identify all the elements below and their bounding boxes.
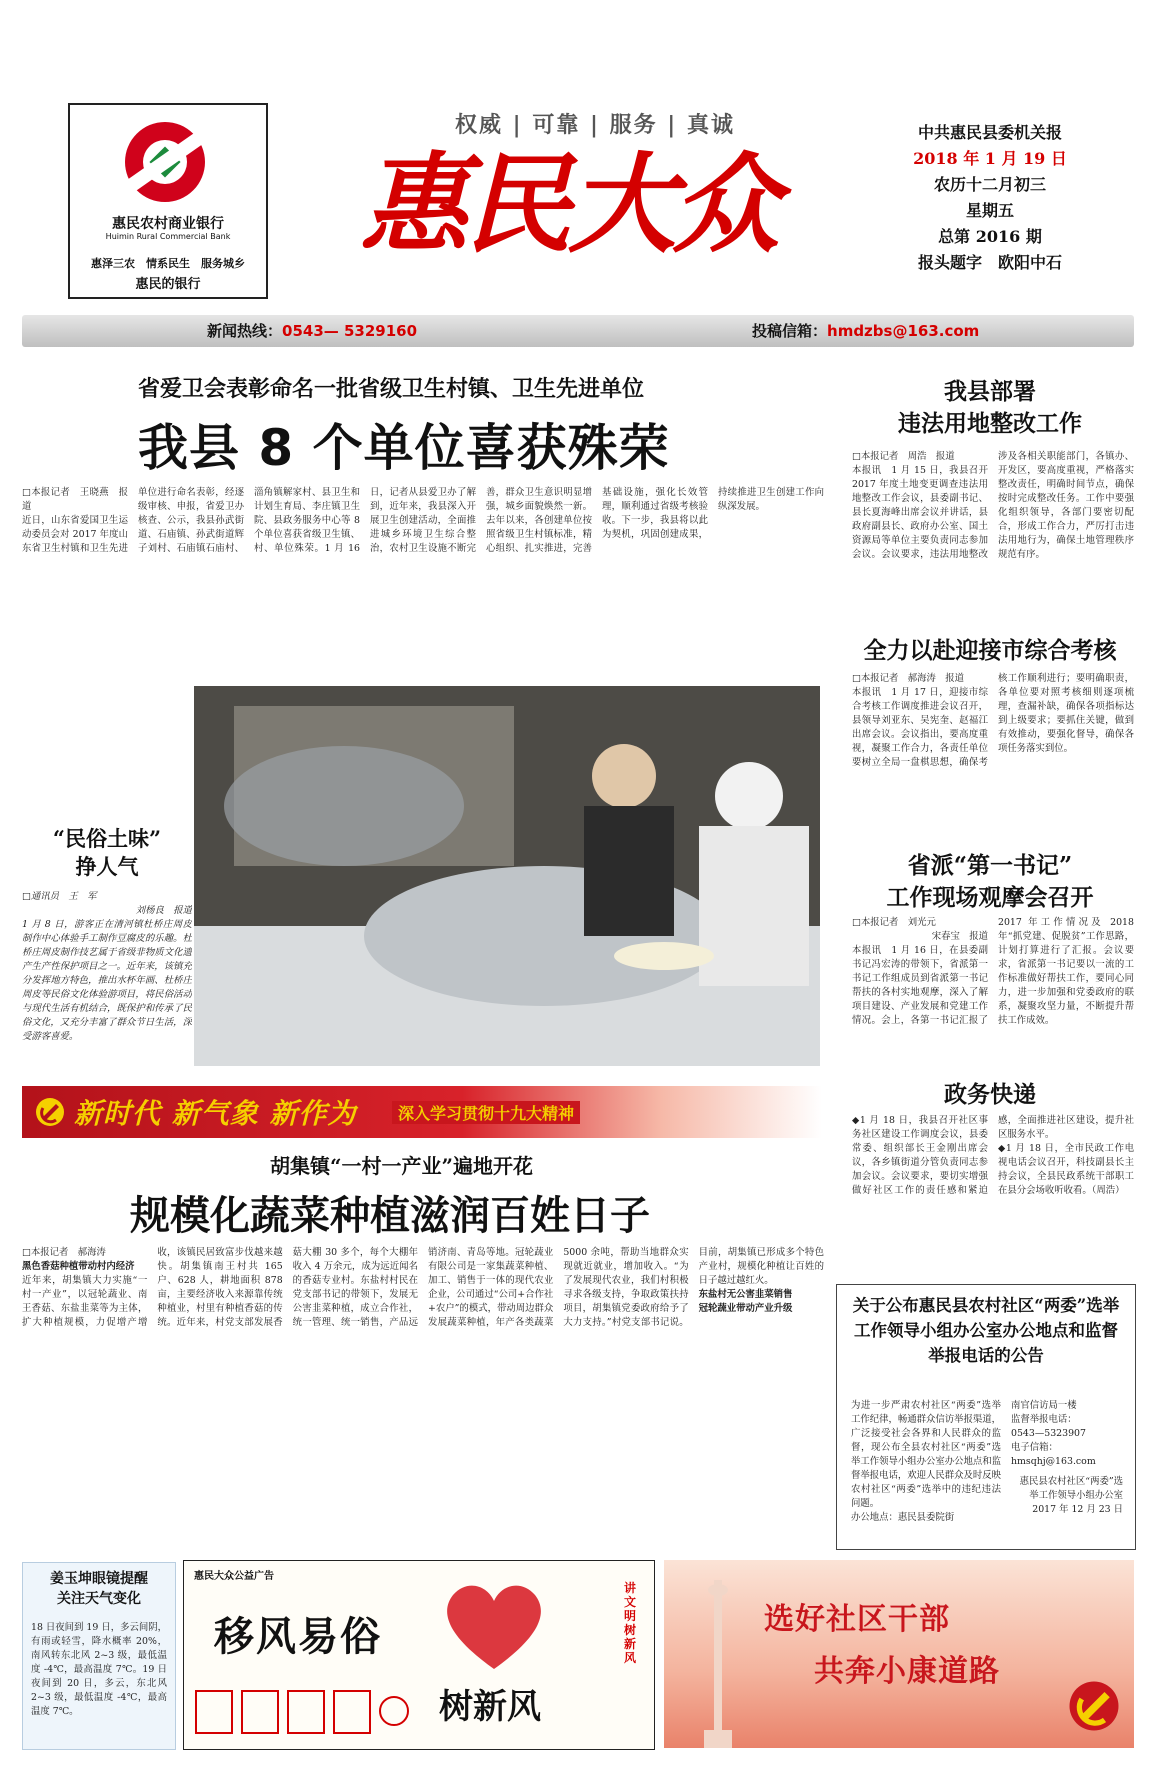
masthead-title: 惠民大众 <box>360 142 777 268</box>
photo-byline-2: 刘杨良 报道 <box>135 905 192 916</box>
theme-banner <box>22 1086 822 1138</box>
secretary-article <box>852 916 1134 1056</box>
psa-header: 惠民大众公益广告 <box>194 1571 274 1582</box>
bank-slogan-2: 惠民的银行 <box>135 277 201 292</box>
lead-body: 近日，山东省爱国卫生运动委员会对 2017 年度山东省卫生村镇和卫生先进单位进行命名表彰，经逐级审核、申报，省爱卫办核查、公示，我县孙武街道、石庙镇、孙武街道辉子刘村、石庙镇石庙村、淄角镇解家村、县卫生和计划生育局、李庄镇卫生院、县政务服务中心等 8 个单位喜获省级卫生镇、村、单位殊荣。1 月 16 日，记者从县爱卫办了解到，近年来，我县深入开展卫生创建活动，全面推进城乡环境卫生综合整治，农村卫生设施不断完善，群众卫生意识明显增强，城乡面貌焕然一新。去年以来，各创建单位按照省级卫生村镇标准，精心组织、扎实推进，完善基础设施，强化长效管理，顺利通过省级考核验收。下一步，我县将以此为契机，巩固创建成果，持续推进卫生创建工作向纵深发展。 <box>22 487 824 554</box>
psa-subtitle: 树新风 <box>439 1687 541 1727</box>
city-check-body: 本报讯 1 月 17 日，迎接市综合考核工作调度推进会议召开，县领导刘亚东、吴宪奎、赵福江出席会议。会议指出，要高度重视，凝聚工作合力，各责任单位要树立全局一盘棋思想，确保考核工作顺利进行；要明确职责，各单位要对照考核细则逐项梳理，查漏补缺，确保各项指标达到上级要求；要抓住关键，做到有效推动，要强化督导，确保各项任务落实到位。 <box>852 673 1134 768</box>
notice-date: 2017 年 12 月 23 日 <box>1032 1504 1123 1515</box>
notice-email[interactable]: hmsqhj@163.com <box>1011 1456 1096 1467</box>
org-name: 中共惠民县委机关报 <box>917 123 1062 142</box>
secretary-body: 本报讯 1 月 16 日，在县委副书记冯宏涛的带领下，省派第一书记工作组成员到省派第一书记帮扶的各村实地观摩，深入了解项目建设、产业发展和党建工作情况。会上，各第一书记汇报了 2017 年工作情况及 2018 年“抓党建、促脱贫”工作思路，计划打算进行了汇报。会议要求，省派第一书记要以一流的工作标准做好帮扶工作，要同心同力，进一步加强和党委政府的联系，凝聚攻坚力量，不断提升帮扶工作成效。 <box>852 917 1134 1026</box>
weather-box <box>22 1562 176 1750</box>
veg-subhead: 黑色香菇种植带动村内经济 <box>22 1261 135 1272</box>
weekday: 星期五 <box>965 201 1014 220</box>
photo-story-title <box>22 825 192 881</box>
monument-icon <box>688 1580 748 1748</box>
banner-subtitle: 深入学习贯彻十九大精神 <box>392 1101 580 1124</box>
inscription: 报头题字 欧阳中石 <box>917 253 1062 272</box>
notice-office: 办公地点：惠民县委院街 <box>851 1512 955 1523</box>
lead-byline: □本报记者 王晓燕 报道 <box>22 487 128 512</box>
photo-story-text <box>22 890 192 1080</box>
lunar-date: 农历十二月初三 <box>933 175 1046 194</box>
notice-body: 为进一步严肃农村社区“两委”选举工作纪律，畅通群众信访举报渠道，广泛接受社会各界和人民群众的监督，现公布全县农村社区“两委”选举工作领导小组办公室办公地点和监督举报电话，欢迎人民群众及时反映农村社区“两委”选举中的违纪违法问题。 <box>851 1400 1001 1509</box>
weather-title-2: 关注天气变化 <box>57 1591 141 1607</box>
notice-body-right <box>1011 1399 1123 1545</box>
masthead-slogan: 权威 | 可靠 | 服务 | 真诚 <box>455 112 735 138</box>
secretary-headline <box>840 850 1140 914</box>
notice-phone-label: 监督举报电话： <box>1011 1414 1077 1425</box>
lead-headline: 我县 8 个单位喜获殊荣 <box>138 419 670 477</box>
notice-signer: 惠民县农村社区“两委”选举工作领导小组办公室 <box>1019 1476 1123 1501</box>
veg-headline: 规模化蔬菜种植滋润百姓日子 <box>130 1193 650 1239</box>
paper-cut-icon <box>194 1681 414 1741</box>
land-headline-1: 我县部署 <box>944 378 1036 405</box>
weather-title-1: 姜玉坤眼镜提醒 <box>50 1571 148 1587</box>
veg-kicker: 胡集镇“一村一产业”遍地开花 <box>270 1154 534 1178</box>
notice-email-label: 电子信箱： <box>1011 1442 1058 1453</box>
veg-byline: □本报记者 郝海涛 <box>22 1247 106 1258</box>
news-brief-item: ◆1 月 18 日，全市民政工作电视电话会议召开，科技副县长主持会议，全县民政系统干部职工在县分会场收听收看。（周浩） <box>998 1143 1134 1196</box>
notice-title: 关于公布惠民县农村社区“两委”选举工作领导小组办公室办公地点和监督举报电话的公告 <box>852 1296 1120 1365</box>
hotline-bar <box>22 315 1134 347</box>
community-ad <box>664 1560 1134 1748</box>
city-check-headline: 全力以赴迎接市综合考核 <box>863 637 1117 664</box>
banner-slogan: 新时代 新气象 新作为 <box>74 1097 357 1130</box>
community-line1: 选好社区干部 <box>764 1602 950 1637</box>
weather-text: 18 日夜间到 19 日，多云间阴，有雨或轻雪，降水概率 20%，南风转东北风 2~3 级，最低温度 -4℃，最高温度 7℃。19 日夜间到 20 日，多云，东北风 2~3 级，最低温度 -4℃，最高温度 7℃。 <box>31 1622 167 1717</box>
psa-side-text: 讲文明 树新风 <box>624 1581 637 1665</box>
news-brief-headline: 政务快递 <box>944 1081 1036 1108</box>
email-address[interactable]: hmdzbs@163.com <box>827 322 980 340</box>
tofu-workshop-photo <box>194 686 820 1066</box>
news-brief-article <box>852 1114 1134 1244</box>
photo-scene-icon <box>194 686 820 1066</box>
election-notice <box>836 1284 1136 1550</box>
land-headline <box>840 376 1140 440</box>
land-headline-2: 违法用地整改工作 <box>898 410 1082 437</box>
psa-ad <box>183 1560 655 1750</box>
issue-number: 总第 2016 期 <box>938 227 1042 246</box>
lead-article <box>22 486 824 662</box>
party-emblem-icon <box>34 1096 66 1128</box>
photo-byline-1: □通讯员 王 军 <box>22 891 97 902</box>
bank-slogan: 惠泽三农 情系民生 服务城乡 <box>91 257 245 270</box>
secretary-byline-1: □本报记者 刘光元 <box>852 917 936 928</box>
notice-address: 南官信访局一楼 <box>1011 1400 1077 1411</box>
notice-phone[interactable]: 0543—5323907 <box>1011 1428 1086 1439</box>
veg-article <box>22 1246 824 1544</box>
masthead-info <box>890 120 1090 276</box>
secretary-headline-2: 工作现场观摩会召开 <box>886 884 1094 911</box>
land-byline: □本报记者 周浩 报道 <box>852 451 955 462</box>
news-brief-item: ◆1 月 18 日，我县召开社区事务社区建设工作调度会议，县委常委、组织部长王金刚出席会议，各乡镇街道分管负责同志参加会议。会议要求，要切实增强做好社区工作的责任感和紧迫感，全面推进社区建设，提升社区服务水平。 <box>852 1115 1134 1196</box>
email-label: 投稿信箱： <box>752 322 828 340</box>
photo-caption: 1 月 8 日，游客正在清河镇杜桥庄周皮制作中心体验手工制作豆腐皮的乐趣。杜桥庄周皮制作技艺属于省级非物质文化遗产生产性保护项目之一。近年来，该镇充分发挥地方特色，推出水杯年画、杜桥庄周皮等民俗文化体验游项目，将民俗活动与现代生活有机结合，既保护和传承了民俗文化，又充分丰富了群众节日生活，深受游客喜爱。 <box>22 919 192 1042</box>
psa-title: 移风易俗 <box>214 1613 382 1660</box>
city-check-article <box>852 672 1134 840</box>
veg-subhead-2: 东盐村无公害韭菜销售 <box>698 1289 793 1300</box>
land-body: 本报讯 1 月 15 日，我县召开 2017 年度土地变更调查违法用地整改工作会议，县委副书记、县长夏海峰出席会议并讲话，县政府副县长、政府办公室、国土资源局等单位主要负责同志参加会议。会议要求，违法用地整改涉及各相关职能部门，各镇办、开发区，要高度重视，严格落实整改责任，明确时间节点，确保按时完成整改任务。工作中要强化组织领导，各部门要密切配合，形成工作合力，严厉打击违法用地行为，确保土地管理秩序规范有序。 <box>852 451 1134 560</box>
bank-logo-icon <box>110 117 220 209</box>
notice-body-left <box>851 1399 1001 1545</box>
party-emblem-icon <box>1066 1678 1122 1734</box>
photo-title-1: “民俗土味” <box>52 826 162 851</box>
issue-date: 2018 年 1 月 19 日 <box>913 149 1067 168</box>
bank-name: 惠民农村商业银行 <box>112 216 224 232</box>
hotline-label: 新闻热线： <box>207 322 283 340</box>
lead-kicker: 省爱卫会表彰命名一批省级卫生村镇、卫生先进单位 <box>138 376 645 402</box>
secretary-byline-2: 宋春宝 报道 <box>931 931 988 942</box>
heart-icon <box>439 1577 549 1673</box>
veg-subhead-3: 冠轮蔬业带动产业升级 <box>698 1303 793 1314</box>
veg-body: 近年来，胡集镇大力实施“一村一产业”，以冠轮蔬业、南王香菇、东盐韭菜等为主体，扩大种植规模，力促增产增收，该镇民居致富步伐越来越快。胡集镇南王村共 165 户、628 人，耕地面积 878 亩，主要经济收入来源靠传统种植业，村里有种植香菇的传统。近年来，村党支部发展香菇大棚 30 多个，每个大棚年收入 4 万余元，成为远近闻名的香菇专业村。东盐村村民在党支部书记的带领下，发展无公害韭菜种植，成立合作社，统一管理、统一销售，产品远销济南、青岛等地。冠轮蔬业有限公司是一家集蔬菜种植、加工、销售于一体的现代农业企业，公司通过“公司+合作社+农户”的模式，带动周边群众发展蔬菜种植，年产各类蔬菜 5000 余吨，帮助当地群众实现就近就业，增加收入。“为了发展现代农业，我们村积极寻求各级支持，争取政策扶持项目，胡集镇党委政府给予了大力支持。”村党支部书记说。目前，胡集镇已形成多个特色产业村，规模化种植让百姓的日子越过越红火。 <box>22 1247 824 1328</box>
hotline-number[interactable]: 0543— 5329160 <box>282 322 418 340</box>
community-line2: 共奔小康道路 <box>814 1654 1000 1689</box>
bank-ad <box>68 103 268 299</box>
weather-title <box>23 1569 175 1609</box>
bank-name-en: Huimin Rural Commercial Bank <box>105 232 231 241</box>
secretary-headline-1: 省派“第一书记” <box>907 852 1073 879</box>
land-article <box>852 450 1134 604</box>
city-check-byline: □本报记者 郝海涛 报道 <box>852 673 964 684</box>
photo-title-2: 挣人气 <box>75 854 139 879</box>
